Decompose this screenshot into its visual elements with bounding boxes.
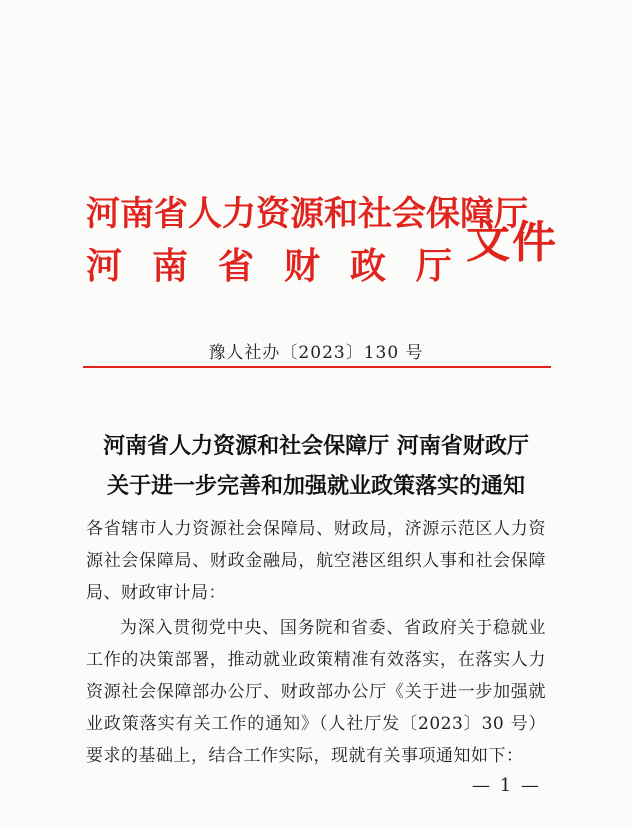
addressee-paragraph: 各省辖市人力资源社会保障局、财政局，济源示范区人力资源社会保障局、财政金融局，航空港区组织人事和社会保障局、财政审计局： <box>86 519 546 603</box>
document-type-label: 文件 <box>466 217 558 268</box>
page-number: — 1 — <box>472 775 541 796</box>
issuer-line-2-char: 南 <box>151 245 188 287</box>
issuer-line-1: 河南省人力资源和社会保障厅 <box>86 194 528 234</box>
issuer-line-2-char: 河 <box>86 245 123 287</box>
document-title-line-2: 关于进一步完善和加强就业政策落实的通知 <box>106 473 525 499</box>
issuer-line-2-char: 政 <box>349 245 386 287</box>
issuer-line-2 <box>86 238 452 289</box>
document-number: 豫人社办〔2023〕130 号 <box>208 343 424 363</box>
issuer-line-2-char: 厅 <box>415 245 452 287</box>
issuer-line-2-char: 财 <box>283 245 320 287</box>
issuer-line-2-char: 省 <box>217 245 254 287</box>
body-paragraph-1: 为深入贯彻党中央、国务院和省委、省政府关于稳就业工作的决策部署，推动就业政策精准有效落实，在落实人力资源社会保障部办公厅、财政部办公厅《关于进一步加强就业政策落实有关工作的通知》（人社厅发〔2023〕30 号）要求的基础上，结合工作实际，现就有关事项通知如下： <box>86 618 546 766</box>
red-separator-line <box>83 366 551 368</box>
document-title-line-1: 河南省人力资源和社会保障厅 河南省财政厅 <box>103 433 529 459</box>
